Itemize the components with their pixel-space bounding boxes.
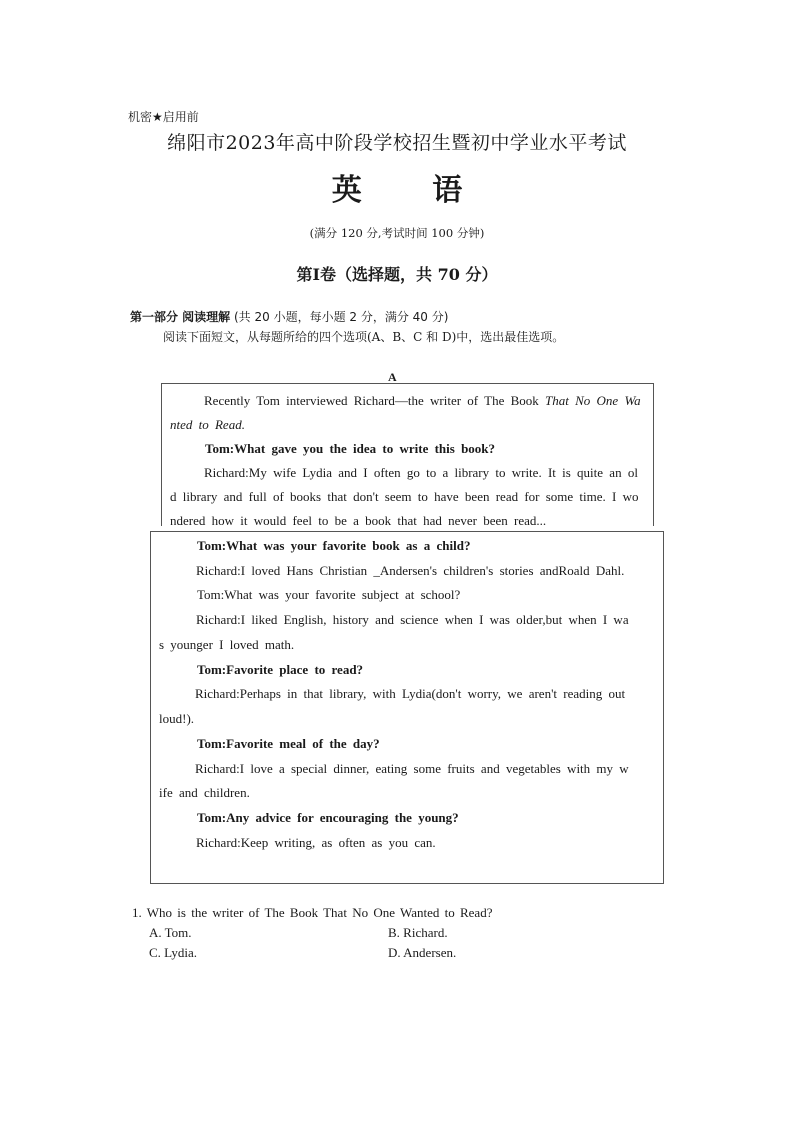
question-stem: 1. Who is the writer of The Book That No One Wanted to Read? <box>132 905 493 920</box>
confidential-label: 机密★启用前 <box>128 110 199 124</box>
interview-answer: Richard:I love a special dinner, eating some fruits and vegetables with my w <box>195 761 629 776</box>
interview-question: Tom:Any advice for encouraging the young? <box>197 810 459 825</box>
option-b[interactable]: B. Richard. <box>388 925 448 940</box>
interview-answer: Richard:I loved Hans Christian _Andersen's children's stories andRoald Dahl. <box>196 563 625 578</box>
section-heading <box>130 308 448 325</box>
interview-answer: loud!). <box>159 711 195 726</box>
section-heading-detail: (共 20 小题，每小题 2 分，满分 40 分) <box>230 310 449 324</box>
interview-answer: Richard:My wife Lydia and I often go to a library to write. It is quite an ol <box>204 465 638 480</box>
interview-answer: Richard:Keep writing, as often as you can. <box>196 835 436 850</box>
interview-answer: ndered how it would feel to be a book that had never been read... <box>170 513 547 528</box>
option-d[interactable]: D. Andersen. <box>388 945 457 960</box>
subject-title: 英 语 <box>331 173 493 208</box>
section-heading-title: 第一部分 阅读理解 <box>130 310 231 324</box>
passage-line <box>204 392 641 410</box>
interview-answer: Richard:Perhaps in that library, with Lydia(don't worry, we aren't reading out <box>195 686 626 701</box>
exam-title: 绵阳市2023年高中阶段学校招生暨初中学业水平考试 <box>167 132 627 154</box>
interview-question: Tom:Favorite place to read? <box>197 662 364 677</box>
interview-question: Tom:What was your favorite book as a child? <box>197 538 471 553</box>
passage-text: Recently Tom interviewed Richard—the writer of The Book <box>204 393 539 408</box>
interview-question: Tom:What was your favorite subject at school? <box>197 587 461 602</box>
section-instruction: 阅读下面短文，从每题所给的四个选项(A、B、C 和 D)中，选出最佳选项。 <box>163 330 565 344</box>
interview-answer: s younger I loved math. <box>159 637 295 652</box>
interview-answer: Richard:I liked English, history and science when I was older,but when I wa <box>196 612 629 627</box>
option-c[interactable]: C. Lydia. <box>149 945 198 960</box>
interview-answer: d library and full of books that don't seem to have been read for some time. I wo <box>170 489 639 504</box>
passage-label: A <box>388 370 397 384</box>
interview-question: Tom:What gave you the idea to write this book? <box>205 441 496 456</box>
exam-info: (满分 120 分,考试时间 100 分钟) <box>309 226 485 240</box>
interview-question: Tom:Favorite meal of the day? <box>197 736 380 751</box>
passage-line: nted to Read. <box>170 417 245 432</box>
option-a[interactable]: A. Tom. <box>149 925 192 940</box>
book-title-italic: That No One Wa <box>545 393 641 408</box>
volume-heading: 第Ⅰ卷（选择题，共 70 分） <box>296 265 498 284</box>
passage-box-lower <box>150 531 664 884</box>
interview-answer: ife and children. <box>159 785 250 800</box>
